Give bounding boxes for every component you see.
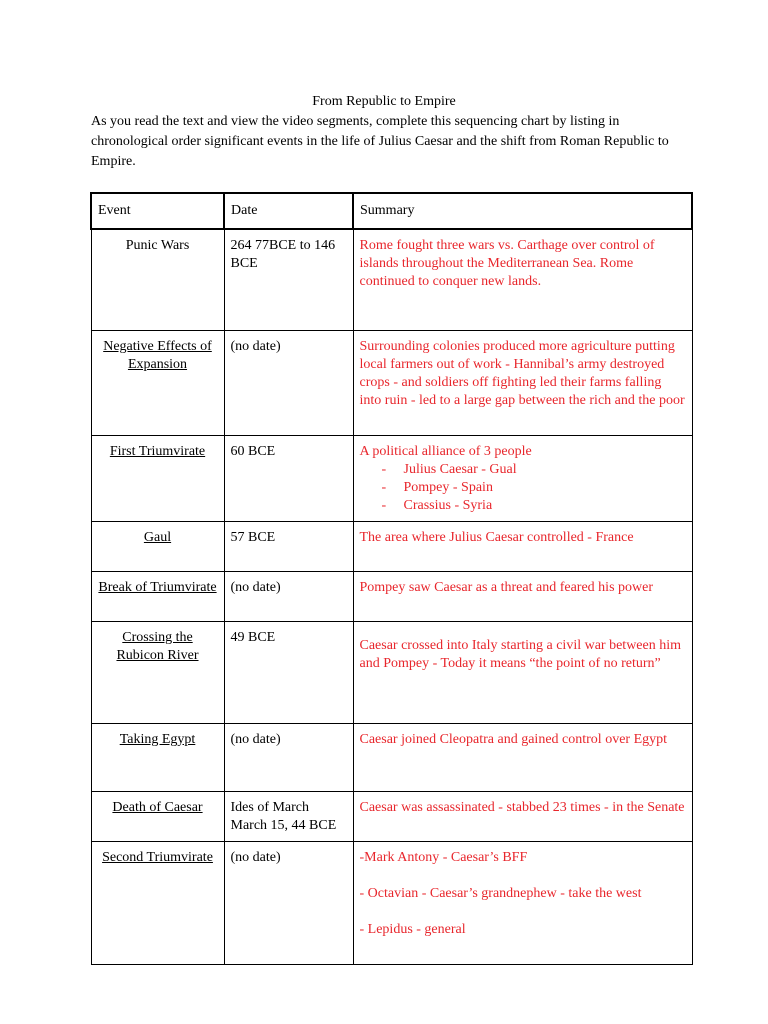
sequencing-chart <box>90 192 693 965</box>
list-item: - Crassius - Syria <box>382 497 686 515</box>
event-cell <box>91 621 224 723</box>
summary-line: -Mark Antony - Caesar’s BFF <box>359 849 528 865</box>
event-cell <box>91 229 224 330</box>
table-row <box>91 435 692 521</box>
event-name: Gaul <box>143 529 172 545</box>
instructions: As you read the text and view the video segments, complete this sequencing chart by listing in chronological order significant events in the life of Julius Caesar and the shift from Roman Republic to Empire. <box>91 114 669 169</box>
event-name: Death of Caesar <box>112 799 203 815</box>
summary-line: - Lepidus - general <box>359 921 466 937</box>
summary-cell: Caesar was assassinated - stabbed 23 times - in the Senate <box>353 791 692 841</box>
table-row <box>91 791 692 841</box>
event-cell <box>91 841 224 964</box>
header-date: Date <box>224 193 353 229</box>
event-cell <box>91 521 224 571</box>
event-name: Crossing the Rubicon River <box>116 629 199 663</box>
date-cell: 60 BCE <box>224 435 353 521</box>
date-cell: (no date) <box>224 330 353 435</box>
table-row <box>91 621 692 723</box>
event-cell <box>91 330 224 435</box>
event-cell <box>91 435 224 521</box>
summary-text: Caesar crossed into Italy starting a civil war between him and Pompey - Today it means “the point of no return” <box>359 637 682 671</box>
list-item: - Julius Caesar - Gual <box>382 461 686 479</box>
table-row <box>91 229 692 330</box>
summary-cell: Surrounding colonies produced more agriculture putting local farmers out of work - Hannibal’s army destroyed crops - and soldiers off fighting led their farms falling into ruin - led to a large gap between the rich and the poor <box>353 330 692 435</box>
event-cell <box>91 791 224 841</box>
table-row <box>91 571 692 621</box>
table-row <box>91 723 692 791</box>
summary-cell <box>353 621 692 723</box>
event-name: Taking Egypt <box>119 731 196 747</box>
event-name: First Triumvirate <box>109 443 206 459</box>
event-name: Break of Triumvirate <box>98 579 217 595</box>
date-cell: 57 BCE <box>224 521 353 571</box>
date-cell: 264 77BCE to 146 BCE <box>224 229 353 330</box>
event-name: Punic Wars <box>125 238 190 253</box>
summary-cell: Pompey saw Caesar as a threat and feared his power <box>353 571 692 621</box>
header-event: Event <box>91 193 224 229</box>
summary-cell: Rome fought three wars vs. Carthage over control of islands throughout the Mediterranean Sea. Rome continued to conquer new lands. <box>353 229 692 330</box>
header-summary: Summary <box>353 193 692 229</box>
summary-cell <box>353 435 692 521</box>
date-cell: (no date) <box>224 571 353 621</box>
event-cell <box>91 571 224 621</box>
table-row <box>91 841 692 964</box>
table-header-row <box>91 193 692 229</box>
summary-text: A political alliance of 3 people <box>359 443 532 459</box>
page-title: From Republic to Empire <box>312 94 456 109</box>
date-cell: 49 BCE <box>224 621 353 723</box>
summary-cell: Caesar joined Cleopatra and gained control over Egypt <box>353 723 692 791</box>
summary-cell: The area where Julius Caesar controlled - France <box>353 521 692 571</box>
list-item: - Pompey - Spain <box>382 479 686 497</box>
event-name: Second Triumvirate <box>102 849 213 865</box>
summary-line: - Octavian - Caesar’s grandnephew - take the west <box>359 885 642 901</box>
member-list <box>360 461 686 515</box>
date-cell: (no date) <box>224 841 353 964</box>
table-row <box>91 521 692 571</box>
event-name: Negative Effects of Expansion <box>103 338 212 372</box>
event-cell <box>91 723 224 791</box>
summary-cell <box>353 841 692 964</box>
date-cell: Ides of March March 15, 44 BCE <box>224 791 353 841</box>
date-cell: (no date) <box>224 723 353 791</box>
table-row <box>91 330 692 435</box>
